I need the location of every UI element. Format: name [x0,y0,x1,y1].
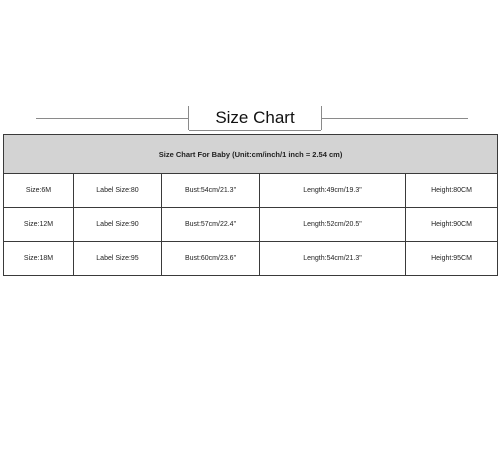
size-cell: Size:6M [4,174,74,208]
height-cell: Height:90CM [406,208,498,242]
length-cell: Length:49cm/19.3" [260,174,406,208]
size-chart-table [3,134,498,276]
height-cell: Height:80CM [406,174,498,208]
label-size-cell: Label Size:90 [74,208,162,242]
label-size-cell: Label Size:80 [74,174,162,208]
table-header-cell: Size Chart For Baby (Unit:cm/inch/1 inch = 2.54 cm) [4,135,498,174]
label-size-cell: Label Size:95 [74,242,162,276]
size-cell: Size:18M [4,242,74,276]
table-row [4,174,498,208]
size-cell: Size:12M [4,208,74,242]
height-cell: Height:95CM [406,242,498,276]
table-row [4,208,498,242]
length-cell: Length:54cm/21.3" [260,242,406,276]
size-chart-title-banner [36,106,468,132]
page-title: Size Chart [215,108,295,127]
bust-cell: Bust:60cm/23.6" [162,242,260,276]
table-row [4,242,498,276]
bust-cell: Bust:57cm/22.4" [162,208,260,242]
length-cell: Length:52cm/20.5" [260,208,406,242]
bust-cell: Bust:54cm/21.3" [162,174,260,208]
title-box [188,106,322,130]
table-header-row [4,135,498,174]
